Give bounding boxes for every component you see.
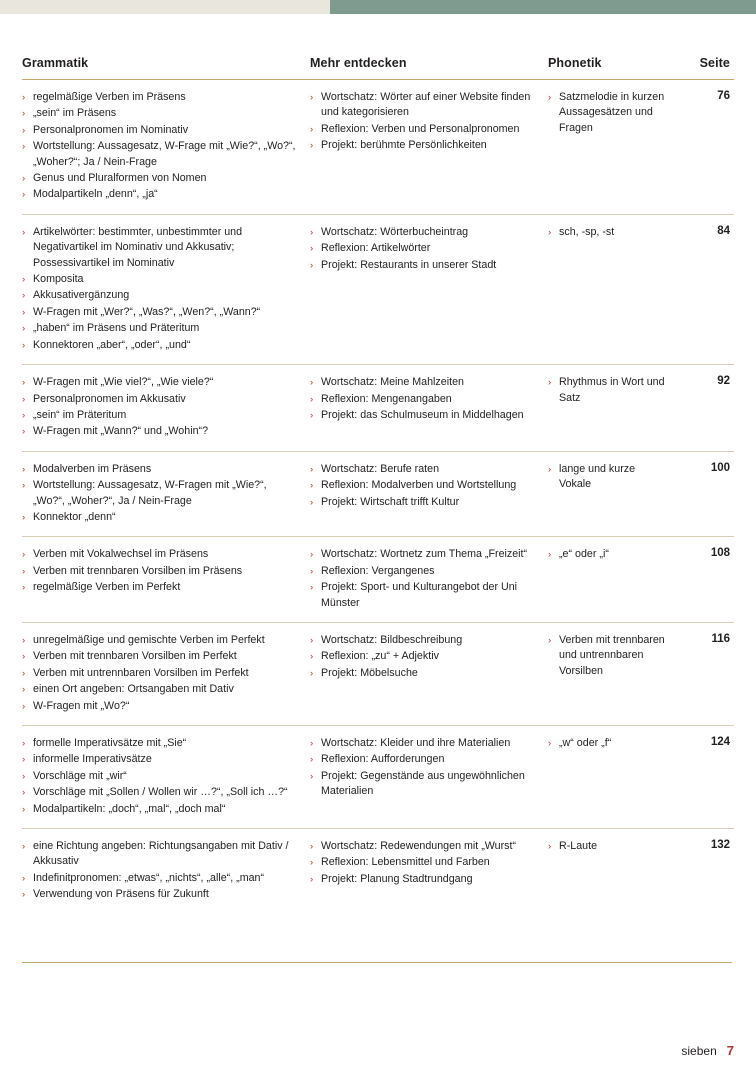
list-item bbox=[22, 123, 300, 138]
cell-phonetik bbox=[548, 214, 678, 364]
chevron-right-icon: › bbox=[22, 290, 26, 302]
cell-grammatik bbox=[22, 80, 310, 215]
list-item-label: Personalpronomen im Akkusativ bbox=[33, 392, 186, 405]
column-header-seite: Seite bbox=[678, 56, 734, 80]
footer-page-number: 7 bbox=[726, 1043, 734, 1058]
list-item bbox=[548, 90, 668, 136]
chevron-right-icon: › bbox=[310, 841, 314, 853]
chevron-right-icon: › bbox=[22, 582, 26, 594]
list-item-label: eine Richtung angeben: Richtungsangaben mit Dativ / Akkusativ bbox=[33, 840, 289, 868]
list-item-label: Wortstellung: Aussagesatz, W-Frage mit „Wie?“, „Wo?“, „Woher?“; Ja / Nein-Frage bbox=[33, 140, 296, 168]
list-item-label: regelmäßige Verben im Perfekt bbox=[33, 581, 181, 594]
list-item-label: regelmäßige Verben im Präsens bbox=[33, 91, 186, 103]
chevron-right-icon: › bbox=[310, 92, 314, 103]
list-item bbox=[548, 633, 668, 679]
list-item-label: Projekt: Wirtschaft trifft Kultur bbox=[321, 495, 460, 508]
chevron-right-icon: › bbox=[22, 787, 26, 799]
list-item bbox=[22, 752, 300, 767]
list-item-label: Projekt: Planung Stadtrundgang bbox=[321, 872, 473, 885]
list-item-label: einen Ort angeben: Ortsangaben mit Dativ bbox=[33, 683, 234, 696]
list-item bbox=[22, 564, 300, 579]
chevron-right-icon: › bbox=[22, 189, 26, 201]
list-item bbox=[22, 802, 300, 817]
list-item bbox=[310, 495, 538, 510]
list-item-label: Vorschläge mit „wir“ bbox=[33, 769, 127, 782]
list-item-label: Verben mit untrennbaren Vorsilben im Perfekt bbox=[33, 666, 249, 679]
cell-grammatik bbox=[22, 451, 310, 537]
chevron-right-icon: › bbox=[310, 754, 314, 766]
cell-mehr bbox=[310, 537, 548, 623]
list-item-label: Wortschatz: Kleider und ihre Materialien bbox=[321, 737, 511, 749]
list-item bbox=[22, 547, 300, 562]
list-item-label: Projekt: das Schulmuseum in Middelhagen bbox=[321, 408, 524, 421]
cell-phonetik bbox=[548, 726, 678, 829]
list-item-label: W-Fragen mit „Wie viel?“, „Wie viele?“ bbox=[33, 376, 214, 389]
list-item-label: Genus und Pluralformen von Nomen bbox=[33, 172, 207, 185]
item-list bbox=[310, 633, 538, 681]
list-item bbox=[310, 375, 538, 390]
chevron-right-icon: › bbox=[22, 124, 26, 136]
chevron-right-icon: › bbox=[310, 667, 314, 679]
chevron-right-icon: › bbox=[548, 226, 552, 238]
list-item bbox=[22, 187, 300, 202]
page-footer bbox=[681, 1043, 734, 1058]
chevron-right-icon: › bbox=[22, 803, 26, 815]
item-list bbox=[548, 736, 668, 751]
chevron-right-icon: › bbox=[310, 496, 314, 508]
chevron-right-icon: › bbox=[310, 480, 314, 492]
list-item-label: Reflexion: Artikelwörter bbox=[321, 242, 431, 255]
list-item bbox=[310, 138, 538, 153]
item-list bbox=[548, 90, 668, 136]
footer-word: sieben bbox=[681, 1044, 717, 1058]
list-item bbox=[22, 139, 300, 170]
list-item-label: Wortschatz: Bildbeschreibung bbox=[321, 633, 463, 646]
list-item bbox=[310, 769, 538, 800]
list-item bbox=[22, 225, 300, 271]
chevron-right-icon: › bbox=[310, 140, 314, 152]
chevron-right-icon: › bbox=[310, 582, 314, 594]
chevron-right-icon: › bbox=[22, 306, 26, 318]
chevron-right-icon: › bbox=[310, 565, 314, 577]
cell-phonetik bbox=[548, 451, 678, 537]
cell-page-number: 116 bbox=[678, 622, 734, 725]
chevron-right-icon: › bbox=[22, 323, 26, 335]
item-list bbox=[548, 225, 668, 240]
table-row bbox=[22, 80, 734, 215]
item-list bbox=[22, 225, 300, 353]
table-row bbox=[22, 622, 734, 725]
chevron-right-icon: › bbox=[22, 108, 26, 120]
list-item-label: Reflexion: Aufforderungen bbox=[321, 753, 445, 766]
list-item-label: Konnektor „denn“ bbox=[33, 510, 116, 523]
chevron-right-icon: › bbox=[22, 173, 26, 185]
list-item bbox=[22, 392, 300, 407]
chevron-right-icon: › bbox=[22, 634, 26, 646]
chevron-right-icon: › bbox=[310, 770, 314, 782]
item-list bbox=[548, 547, 668, 562]
table-row bbox=[22, 829, 734, 914]
table-body bbox=[22, 80, 734, 914]
list-item bbox=[22, 171, 300, 186]
chevron-right-icon: › bbox=[22, 738, 26, 749]
column-header-grammatik: Grammatik bbox=[22, 56, 310, 80]
item-list bbox=[310, 225, 538, 273]
list-item-label: sch, -sp, -st bbox=[559, 225, 615, 238]
cell-grammatik bbox=[22, 829, 310, 914]
chevron-right-icon: › bbox=[310, 857, 314, 869]
list-item-label: Modalpartikeln „denn“, „ja“ bbox=[33, 188, 158, 201]
list-item bbox=[22, 649, 300, 664]
cell-grammatik bbox=[22, 622, 310, 725]
chevron-right-icon: › bbox=[310, 243, 314, 255]
bottom-divider bbox=[22, 962, 732, 963]
list-item bbox=[22, 839, 300, 870]
chevron-right-icon: › bbox=[22, 511, 26, 523]
chevron-right-icon: › bbox=[22, 549, 26, 561]
cell-mehr bbox=[310, 214, 548, 364]
chevron-right-icon: › bbox=[22, 841, 26, 853]
list-item-label: Konnektoren „aber“, „oder“, „und“ bbox=[33, 338, 191, 351]
list-item-label: Akkusativergänzung bbox=[33, 289, 130, 302]
list-item bbox=[22, 785, 300, 800]
item-list bbox=[310, 462, 538, 510]
item-list bbox=[310, 736, 538, 800]
list-item-label: Projekt: Sport- und Kulturangebot der Uni Münster bbox=[321, 581, 518, 609]
cell-grammatik bbox=[22, 726, 310, 829]
list-item-label: Vorschläge mit „Sollen / Wollen wir …?“, „Soll ich …?“ bbox=[33, 786, 288, 799]
cell-mehr bbox=[310, 451, 548, 537]
list-item bbox=[310, 547, 538, 562]
list-item-label: Rhythmus in Wort und Satz bbox=[559, 376, 665, 404]
list-item bbox=[310, 478, 538, 493]
chevron-right-icon: › bbox=[310, 226, 314, 238]
list-item bbox=[22, 736, 300, 751]
chevron-right-icon: › bbox=[548, 634, 552, 646]
list-item bbox=[310, 241, 538, 256]
list-item-label: lange und kurze Vokale bbox=[559, 462, 636, 491]
list-item bbox=[310, 392, 538, 407]
list-item-label: Indefinitpronomen: „etwas“, „nichts“, „alle“, „man“ bbox=[33, 871, 265, 884]
chevron-right-icon: › bbox=[22, 226, 26, 238]
list-item-label: R-Laute bbox=[559, 840, 598, 853]
chevron-right-icon: › bbox=[310, 634, 314, 646]
chevron-right-icon: › bbox=[310, 377, 314, 389]
item-list bbox=[310, 547, 538, 611]
list-item-label: „w“ oder „f“ bbox=[559, 737, 612, 749]
list-item-label: Artikelwörter: bestimmter, unbestimmter und Negativartikel im Nominativ und Akkusativ; Possessivartikel im Nominativ bbox=[33, 225, 243, 269]
list-item-label: Reflexion: Modalverben und Wortstellung bbox=[321, 479, 517, 492]
list-item bbox=[310, 752, 538, 767]
list-item bbox=[22, 338, 300, 353]
chevron-right-icon: › bbox=[22, 393, 26, 405]
cell-page-number: 132 bbox=[710, 839, 730, 852]
column-header-phonetik: Phonetik bbox=[548, 56, 678, 80]
list-item-label: informelle Imperativsätze bbox=[33, 753, 152, 766]
item-list bbox=[22, 633, 300, 714]
list-item bbox=[310, 90, 538, 121]
list-item bbox=[310, 872, 538, 887]
chevron-right-icon: › bbox=[548, 738, 552, 749]
list-item-label: „sein“ im Präsens bbox=[33, 107, 117, 120]
list-item bbox=[310, 633, 538, 648]
list-item bbox=[310, 564, 538, 579]
list-item-label: Reflexion: Lebensmittel und Farben bbox=[321, 856, 490, 869]
chevron-right-icon: › bbox=[22, 426, 26, 438]
list-item-label: formelle Imperativsätze mit „Sie“ bbox=[33, 737, 187, 749]
list-item bbox=[22, 478, 300, 509]
list-item-label: Verben mit trennbaren Vorsilben im Perfekt bbox=[33, 650, 237, 663]
list-item bbox=[22, 375, 300, 390]
chevron-right-icon: › bbox=[310, 409, 314, 421]
item-list bbox=[548, 462, 668, 493]
list-item bbox=[310, 649, 538, 664]
list-item bbox=[22, 321, 300, 336]
list-item-label: Modalverben im Präsens bbox=[33, 462, 152, 475]
list-item bbox=[310, 839, 538, 854]
table-row bbox=[22, 365, 734, 452]
list-item bbox=[22, 666, 300, 681]
list-item bbox=[548, 547, 668, 562]
list-item bbox=[22, 580, 300, 595]
chevron-right-icon: › bbox=[22, 770, 26, 782]
list-item-label: Reflexion: „zu“ + Adjektiv bbox=[321, 650, 439, 663]
list-item bbox=[310, 462, 538, 477]
chevron-right-icon: › bbox=[22, 92, 26, 103]
list-item bbox=[548, 736, 668, 751]
list-item bbox=[310, 122, 538, 137]
list-item bbox=[310, 408, 538, 423]
list-item bbox=[548, 225, 668, 240]
table-row bbox=[22, 726, 734, 829]
list-item-label: Wortschatz: Wortnetz zum Thema „Freizeit“ bbox=[321, 548, 528, 561]
list-item-label: Projekt: Restaurants in unserer Stadt bbox=[321, 258, 497, 271]
list-item-label: Komposita bbox=[33, 273, 84, 286]
list-item bbox=[22, 682, 300, 697]
cell-mehr bbox=[310, 80, 548, 215]
list-item-label: Verwendung von Präsens für Zukunft bbox=[33, 888, 209, 901]
list-item bbox=[22, 699, 300, 714]
list-item-label: W-Fragen mit „Wo?“ bbox=[33, 699, 130, 712]
chevron-right-icon: › bbox=[22, 480, 26, 492]
item-list bbox=[22, 839, 300, 903]
cell-phonetik bbox=[548, 537, 678, 623]
list-item-label: W-Fragen mit „Wann?“ und „Wohin“? bbox=[33, 425, 209, 438]
list-item-label: Personalpronomen im Nominativ bbox=[33, 123, 189, 136]
list-item bbox=[22, 90, 300, 105]
list-item bbox=[22, 272, 300, 287]
list-item bbox=[22, 510, 300, 525]
list-item-label: Satzmelodie in kurzen Aussagesätzen und Fragen bbox=[559, 91, 665, 134]
list-item bbox=[548, 375, 668, 406]
column-header-mehr-entdecken: Mehr entdecken bbox=[310, 56, 548, 80]
cell-grammatik bbox=[22, 365, 310, 452]
item-list bbox=[22, 736, 300, 817]
list-item-label: Wortschatz: Wörter auf einer Website finden und kategorisieren bbox=[321, 91, 531, 119]
cell-mehr bbox=[310, 622, 548, 725]
chevron-right-icon: › bbox=[548, 92, 552, 103]
cell-mehr bbox=[310, 829, 548, 914]
chevron-right-icon: › bbox=[22, 463, 26, 475]
list-item-label: Projekt: berühmte Persönlichkeiten bbox=[321, 139, 487, 152]
chevron-right-icon: › bbox=[22, 754, 26, 766]
chevron-right-icon: › bbox=[22, 684, 26, 696]
cell-page-number: 108 bbox=[678, 537, 734, 623]
cell-phonetik bbox=[548, 829, 678, 914]
list-item-label: Wortschatz: Redewendungen mit „Wurst“ bbox=[321, 840, 517, 853]
chevron-right-icon: › bbox=[548, 549, 552, 561]
item-list bbox=[310, 839, 538, 887]
list-item bbox=[22, 887, 300, 902]
table-row bbox=[22, 214, 734, 364]
list-item-label: Reflexion: Vergangenes bbox=[321, 564, 435, 577]
list-item bbox=[548, 839, 668, 854]
chevron-right-icon: › bbox=[22, 667, 26, 679]
list-item-label: W-Fragen mit „Wer?“, „Was?“, „Wen?“, „Wann?“ bbox=[33, 305, 261, 318]
list-item bbox=[22, 288, 300, 303]
cell-page-number: 92 bbox=[678, 365, 734, 452]
list-item bbox=[22, 769, 300, 784]
chevron-right-icon: › bbox=[310, 393, 314, 405]
chevron-right-icon: › bbox=[22, 700, 26, 712]
list-item-label: Verben mit trennbaren und untrennbaren Vorsilben bbox=[559, 633, 665, 677]
list-item-label: Wortschatz: Berufe raten bbox=[321, 462, 440, 475]
chevron-right-icon: › bbox=[310, 651, 314, 663]
chevron-right-icon: › bbox=[310, 738, 314, 749]
item-list bbox=[548, 375, 668, 406]
list-item bbox=[22, 408, 300, 423]
chevron-right-icon: › bbox=[310, 463, 314, 475]
list-item bbox=[22, 424, 300, 439]
list-item-label: „e“ oder „i“ bbox=[559, 548, 609, 561]
item-list bbox=[310, 375, 538, 423]
cell-page-number: 76 bbox=[678, 80, 734, 215]
chevron-right-icon: › bbox=[548, 841, 552, 853]
chevron-right-icon: › bbox=[22, 274, 26, 286]
list-item bbox=[310, 666, 538, 681]
item-list bbox=[548, 839, 668, 854]
chevron-right-icon: › bbox=[22, 872, 26, 884]
list-item-label: Wortschatz: Wörterbucheintrag bbox=[321, 225, 469, 238]
list-item bbox=[22, 305, 300, 320]
cell-page-number: 100 bbox=[678, 451, 734, 537]
list-item bbox=[22, 462, 300, 477]
list-item bbox=[22, 871, 300, 886]
item-list bbox=[310, 90, 538, 154]
list-item bbox=[22, 633, 300, 648]
list-item bbox=[310, 258, 538, 273]
chevron-right-icon: › bbox=[22, 651, 26, 663]
list-item-label: „haben“ im Präsens und Präteritum bbox=[33, 322, 200, 335]
list-item bbox=[310, 855, 538, 870]
list-item-label: unregelmäßige und gemischte Verben im Perfekt bbox=[33, 633, 265, 646]
chevron-right-icon: › bbox=[310, 873, 314, 885]
table-row bbox=[22, 451, 734, 537]
list-item-label: Wortstellung: Aussagesatz, W-Fragen mit „Wie?“, „Wo?“, „Woher?“, Ja / Nein-Frage bbox=[33, 479, 267, 507]
item-list bbox=[22, 547, 300, 595]
cell-page-number: 124 bbox=[678, 726, 734, 829]
chevron-right-icon: › bbox=[22, 409, 26, 421]
chevron-right-icon: › bbox=[22, 339, 26, 351]
list-item bbox=[310, 736, 538, 751]
list-item-label: Verben mit Vokalwechsel im Präsens bbox=[33, 548, 209, 561]
table-header bbox=[22, 56, 734, 80]
list-item bbox=[22, 106, 300, 121]
item-list bbox=[548, 633, 668, 679]
item-list bbox=[22, 90, 300, 203]
list-item-label: Projekt: Gegenstände aus ungewöhnlichen Materialien bbox=[321, 769, 525, 798]
chevron-right-icon: › bbox=[310, 123, 314, 135]
top-band-green bbox=[330, 0, 756, 14]
cell-mehr bbox=[310, 726, 548, 829]
cell-grammatik bbox=[22, 537, 310, 623]
list-item-label: Reflexion: Mengenangaben bbox=[321, 392, 452, 405]
list-item-label: „sein“ im Präteritum bbox=[33, 408, 127, 421]
table-row bbox=[22, 537, 734, 623]
cell-page-number: 84 bbox=[678, 214, 734, 364]
list-item bbox=[310, 580, 538, 611]
chevron-right-icon: › bbox=[548, 463, 552, 475]
cell-phonetik bbox=[548, 622, 678, 725]
list-item-label: Projekt: Möbelsuche bbox=[321, 666, 418, 679]
item-list bbox=[22, 462, 300, 526]
chevron-right-icon: › bbox=[22, 141, 26, 153]
list-item bbox=[310, 225, 538, 240]
chevron-right-icon: › bbox=[310, 259, 314, 271]
list-item-label: Verben mit trennbaren Vorsilben im Präsens bbox=[33, 564, 243, 577]
chevron-right-icon: › bbox=[22, 889, 26, 901]
chevron-right-icon: › bbox=[548, 377, 552, 389]
list-item-label: Modalpartikeln: „doch“, „mal“, „doch mal“ bbox=[33, 802, 226, 815]
cell-phonetik bbox=[548, 80, 678, 215]
chevron-right-icon: › bbox=[310, 549, 314, 561]
cell-mehr bbox=[310, 365, 548, 452]
chevron-right-icon: › bbox=[22, 565, 26, 577]
list-item bbox=[548, 462, 668, 493]
contents-table bbox=[22, 56, 734, 914]
cell-phonetik bbox=[548, 365, 678, 452]
chevron-right-icon: › bbox=[22, 377, 26, 389]
list-item-label: Reflexion: Verben und Personalpronomen bbox=[321, 122, 520, 135]
list-item-label: Wortschatz: Meine Mahlzeiten bbox=[321, 376, 464, 389]
cell-grammatik bbox=[22, 214, 310, 364]
item-list bbox=[22, 375, 300, 440]
